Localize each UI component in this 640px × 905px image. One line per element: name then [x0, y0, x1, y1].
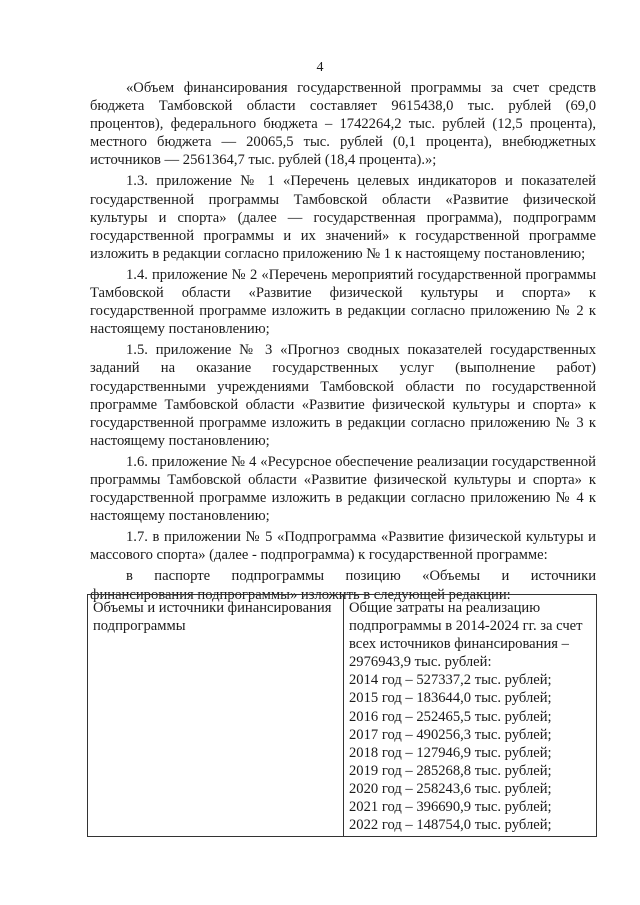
passport-table: [87, 594, 597, 837]
page-number: 4: [316, 60, 324, 75]
year-amount-line: 2015 год – 183644,0 тыс. рублей;: [349, 690, 552, 707]
year-amount-line: 2022 год – 148754,0 тыс. рублей;: [349, 817, 552, 834]
year-amount-line: 2017 год – 490256,3 тыс. рублей;: [349, 726, 552, 743]
year-amount-line: 2020 год – 258243,6 тыс. рублей;: [349, 780, 552, 797]
funding-intro: Общие затраты на реализацию подпрограммы в 2014-2024 гг. за счет всех источников финансирования – 2976943,9 тыс. рублей:: [349, 600, 583, 671]
year-amount-line: 2019 год – 285268,8 тыс. рублей;: [349, 762, 552, 779]
paragraph-1-5: 1.5. приложение № 3 «Прогноз сводных показателей государственных заданий на оказание государственных услуг (выполнение работ) государственными учреждениями Тамбовской области по государственной программе Тамбовской области «Развитие физической культуры и спорта» к государственной программе изложить в редакции согласно приложению № 3 к настоящему постановлению;: [90, 342, 596, 449]
year-amount-line: 2018 год – 127946,9 тыс. рублей;: [349, 744, 552, 761]
table-row: [88, 595, 597, 837]
table-label-cell: Объемы и источники финансирования подпрограммы: [88, 595, 344, 837]
paragraph-1-3: 1.3. приложение № 1 «Перечень целевых индикаторов и показателей государственной программы Тамбовской области «Развитие физической культуры и спорта» (далее — государственная программа), подпрограмм государственной программы и их значений» к государственной программе изложить в редакции согласно приложению № 1 к настоящему постановлению;: [90, 173, 596, 262]
paragraph-1-6: 1.6. приложение № 4 «Ресурсное обеспечение реализации государственной программы Тамбовской области «Развитие физической культуры и спорта» к государственной программе изложить в редакции согласно приложению № 4 к настоящему постановлению;: [90, 453, 596, 525]
paragraph-1-7: 1.7. в приложении № 5 «Подпрограмма «Развитие физической культуры и массового спорта» (далее - подпрограмма) к государственной программе:: [90, 529, 596, 564]
table-value-cell: [344, 595, 597, 837]
year-amount-line: 2016 год – 252465,5 тыс. рублей;: [349, 708, 552, 725]
year-amount-line: 2014 год – 527337,2 тыс. рублей;: [349, 672, 552, 689]
paragraph-funding-volume: «Объем финансирования государственной программы за счет средств бюджета Тамбовской области составляет 9615438,0 тыс. рублей (69,0 процентов), федерального бюджета – 1742264,2 тыс. рублей (12,5 процента), местного бюджета — 20065,5 тыс. рублей (0,1 процента), внебюджетных источников — 2561364,7 тыс. рублей (18,4 процента).»;: [90, 80, 596, 169]
paragraph-passport-intro: в паспорте подпрограммы позицию «Объемы и источники финансирования подпрограммы» изложить в следующей редакции:: [90, 568, 596, 603]
document-body: [90, 79, 596, 604]
year-amount-line: 2021 год – 396690,9 тыс. рублей;: [349, 799, 552, 816]
paragraph-1-4: 1.4. приложение № 2 «Перечень мероприятий государственной программы Тамбовской области «Развитие физической культуры и спорта» к государственной программе изложить в редакции согласно приложению № 2 к настоящему постановлению;: [90, 266, 596, 338]
